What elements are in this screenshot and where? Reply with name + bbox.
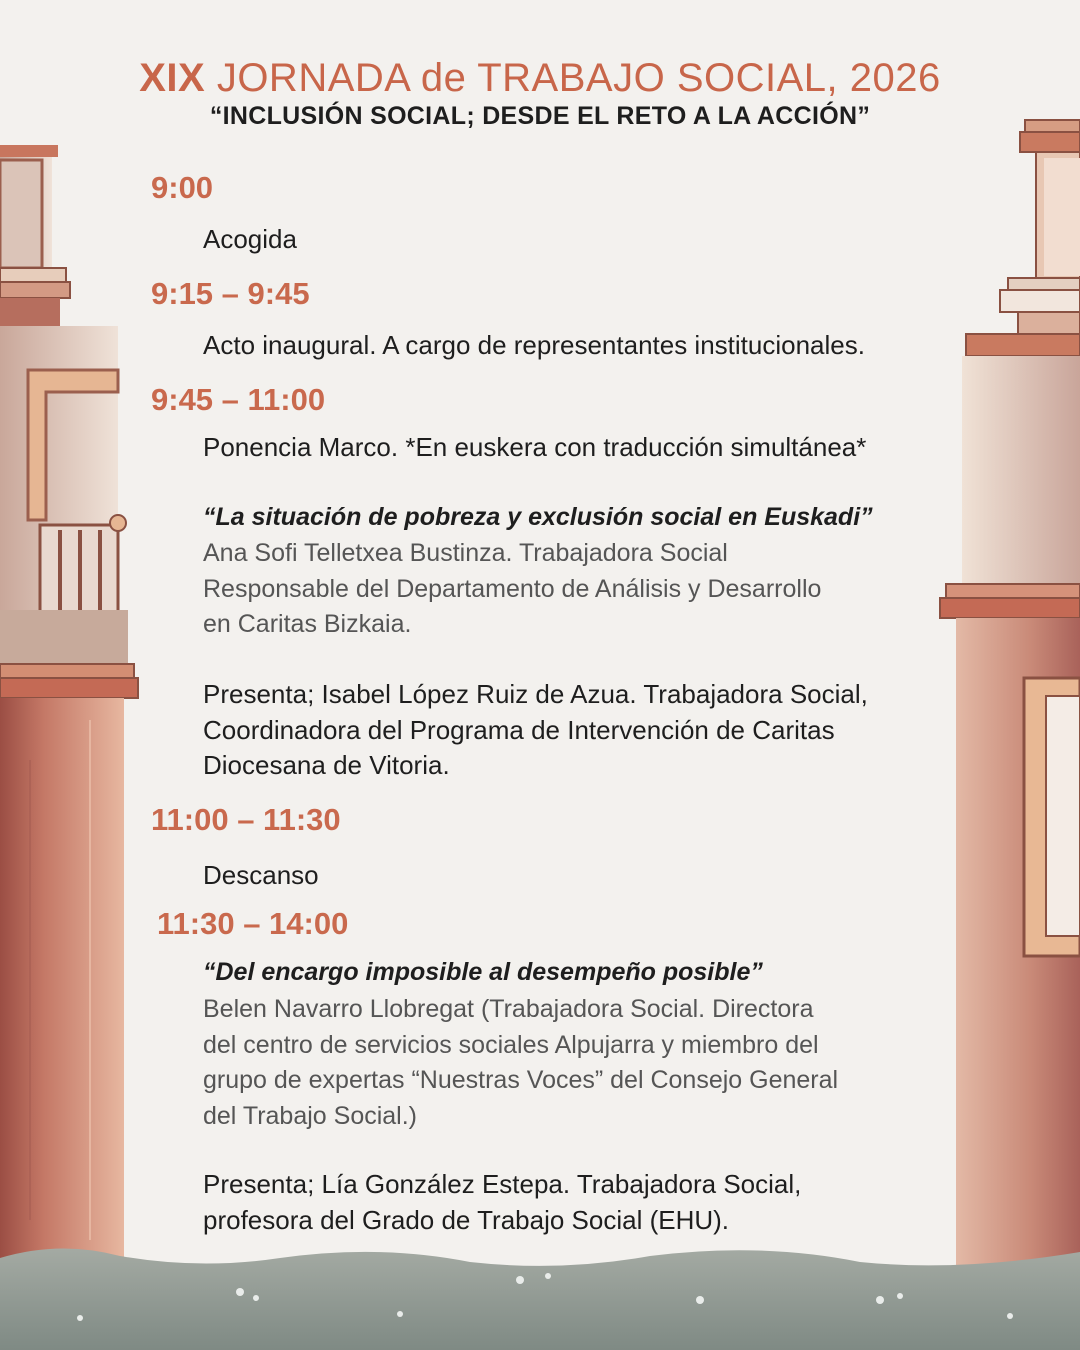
speaker-line: Ana Sofi Telletxea Bustinza. Trabajadora Social [203,539,728,567]
talk-title: “La situación de pobreza y exclusión social en Euskadi” [203,503,873,531]
time-slot: 11:30 – 14:00 [157,906,349,941]
session-description: Acogida [203,224,297,254]
time-slot: 9:00 [151,170,214,205]
presenter-info [203,1167,801,1238]
speaker-line: Responsable del Departamento de Análisis y Desarrollo [203,574,822,603]
talk-title: “Del encargo imposible al desempeño posible” [203,958,763,986]
grass-strip [0,1248,1080,1350]
time-slot: 11:00 – 11:30 [151,802,341,837]
speaker-bio [203,992,838,1134]
presenter-line: Presenta; Lía González Estepa. Trabajadora Social, [203,1169,802,1199]
speaker-line: del Trabajo Social.) [203,1101,418,1130]
speaker-bio [203,536,821,643]
session-description: Acto inaugural. A cargo de representantes institucionales. [203,330,865,360]
event-title: XIX JORNADA de TRABAJO SOCIAL, 2026 [139,56,941,100]
speaker-line: en Caritas Bizkaia. [203,610,412,638]
presenter-line: profesora del Grado de Trabajo Social (EHU). [203,1204,730,1235]
presenter-info [203,677,868,784]
session-description: Ponencia Marco. *En euskera con traducción simultánea* [203,432,867,462]
speaker-line: grupo de expertas “Nuestras Voces” del Consejo General [203,1066,839,1094]
left-building [0,145,138,1298]
presenter-line: Presenta; Isabel López Ruiz de Azua. Trabajadora Social, [203,679,868,709]
speaker-line: Belen Navarro Llobregat (Trabajadora Social. Directora [203,995,814,1023]
presenter-line: Coordinadora del Programa de Intervención de Caritas [203,714,835,745]
time-slot: 9:45 – 11:00 [151,382,326,417]
time-slot: 9:15 – 9:45 [151,276,310,311]
session-description: Descanso [203,860,319,890]
event-subtitle: “INCLUSIÓN SOCIAL; DESDE EL RETO A LA ACCIÓN” [209,102,871,130]
speaker-line: del centro de servicios sociales Alpujarra y miembro del [203,1030,819,1059]
right-building [940,120,1080,1298]
presenter-line: Diocesana de Vitoria. [203,750,450,780]
